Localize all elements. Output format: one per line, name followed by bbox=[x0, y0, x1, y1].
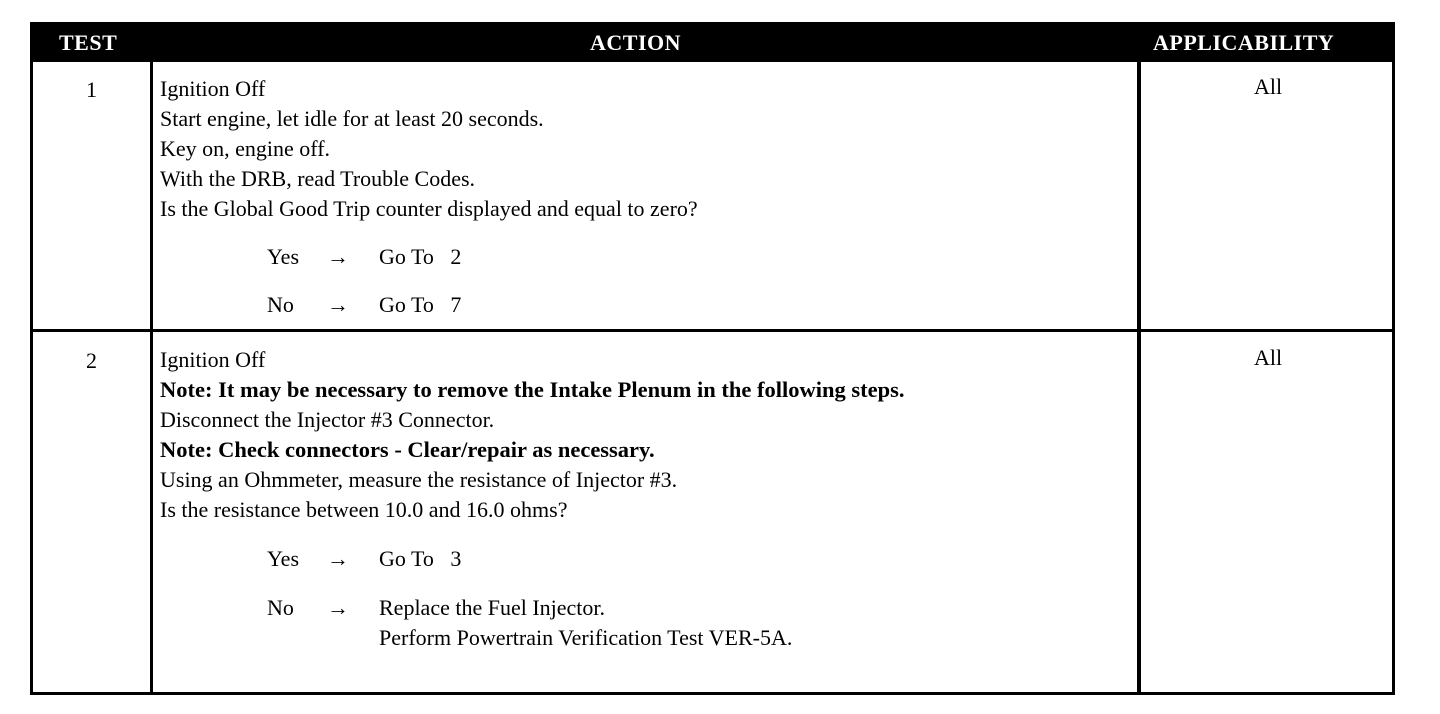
applicability-value: All bbox=[1253, 74, 1283, 99]
no-result bbox=[379, 593, 792, 653]
arrow-right-icon: → bbox=[327, 292, 349, 317]
yes-label: Yes bbox=[267, 546, 300, 571]
arrow-right-icon: → bbox=[327, 546, 349, 571]
header-test: TEST bbox=[59, 30, 118, 55]
action-line: Using an Ohmmeter, measure the resistance of Injector #3. bbox=[160, 467, 678, 492]
no-result-line: Replace the Fuel Injector. bbox=[379, 595, 606, 620]
table-header bbox=[33, 22, 1395, 62]
note-text: Note: It may be necessary to remove the Intake Plenum in the following steps. bbox=[160, 377, 905, 402]
yes-result: Go To 3 bbox=[379, 546, 462, 571]
header-action: ACTION bbox=[590, 30, 682, 55]
action-cell-test-2 bbox=[160, 345, 1135, 653]
action-cell-test-1 bbox=[160, 74, 1135, 320]
action-line: Disconnect the Injector #3 Connector. bbox=[160, 407, 495, 432]
arrow-right-icon: → bbox=[327, 244, 349, 269]
row-divider bbox=[33, 329, 1395, 332]
yes-label: Yes bbox=[267, 244, 300, 269]
note-text: Note: Check connectors - Clear/repair as necessary. bbox=[160, 437, 655, 462]
test-number: 1 bbox=[86, 77, 97, 102]
yes-branch bbox=[267, 242, 1135, 272]
column-divider bbox=[150, 62, 153, 695]
action-line: Ignition Off bbox=[160, 347, 266, 372]
no-label: No bbox=[267, 595, 294, 620]
yes-result: Go To 2 bbox=[379, 244, 462, 269]
action-line: Is the Global Good Trip counter displayed and equal to zero? bbox=[160, 196, 698, 221]
action-line: With the DRB, read Trouble Codes. bbox=[160, 166, 476, 191]
header-applicability: APPLICABILITY bbox=[1153, 30, 1335, 55]
action-line: Key on, engine off. bbox=[160, 136, 331, 161]
no-branch bbox=[267, 290, 1135, 320]
no-result-line: Perform Powertrain Verification Test VER-5A. bbox=[379, 625, 793, 650]
action-line: Start engine, let idle for at least 20 seconds. bbox=[160, 106, 544, 131]
action-line: Ignition Off bbox=[160, 76, 266, 101]
arrow-right-icon: → bbox=[327, 595, 349, 620]
no-label: No bbox=[267, 292, 294, 317]
applicability-value: All bbox=[1253, 345, 1283, 370]
diagnostic-test-table bbox=[30, 22, 1395, 695]
no-branch bbox=[267, 593, 1135, 653]
no-result: Go To 7 bbox=[379, 292, 462, 317]
test-number: 2 bbox=[86, 348, 97, 373]
yes-branch bbox=[267, 544, 1135, 574]
column-divider bbox=[1137, 62, 1141, 695]
action-line: Is the resistance between 10.0 and 16.0 ohms? bbox=[160, 497, 568, 522]
